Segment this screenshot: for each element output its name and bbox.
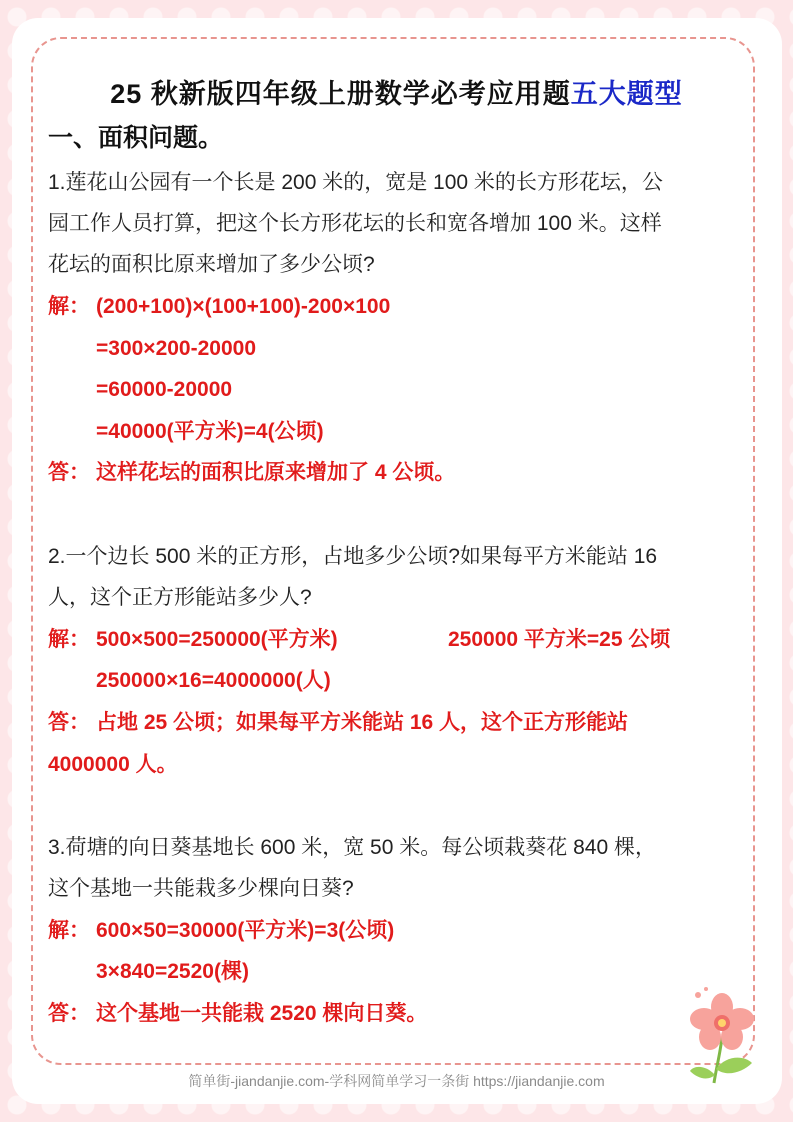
title-highlight: 五大题型 [570, 79, 683, 109]
solution-3-step-1: 600×50=30000(平方米)=3(公顷) [96, 919, 395, 942]
answer-2-label: 答： [48, 711, 90, 734]
solution-2-label: 解： [48, 628, 90, 651]
answer-1-label: 答： [48, 461, 90, 484]
solution-3-step-2: 3×840=2520(棵) [96, 960, 249, 983]
section-heading: 一、面积问题。 [48, 123, 224, 152]
solution-1-label: 解： [48, 295, 90, 318]
problem-2-line-2: 人，这个正方形能站多少人? [48, 586, 312, 609]
solution-1-step-4: =40000(平方米)=4(公顷) [96, 420, 324, 443]
solution-1-step-1: (200+100)×(100+100)-200×100 [96, 295, 391, 318]
problem-2-line-1: 2.一个边长 500 米的正方形，占地多少公顷?如果每平方米能站 16 [48, 545, 658, 568]
solution-1-step-3: =60000-20000 [96, 378, 233, 401]
title-main: 25 秋新版四年级上册数学必考应用题 [110, 79, 571, 109]
footer-watermark: 简单街-jiandanjie.com-学科网简单学习一条街 https://jiandanjie.com [188, 1073, 605, 1089]
solution-3-label: 解： [48, 919, 90, 942]
problem-1-line-3: 花坛的面积比原来增加了多少公顷? [48, 253, 375, 276]
answer-1-text: 这样花坛的面积比原来增加了 4 公顷。 [96, 461, 456, 484]
answer-3-label: 答： [48, 1002, 90, 1025]
problem-1-line-1: 1.莲花山公园有一个长是 200 米的，宽是 100 米的长方形花坛，公 [48, 171, 663, 194]
answer-2-text-2: 4000000 人。 [48, 753, 178, 776]
solution-2-step-1: 500×500=250000(平方米) [96, 628, 338, 651]
problem-1-line-2: 园工作人员打算，把这个长方形花坛的长和宽各增加 100 米。这样 [48, 212, 662, 235]
page-title [0, 72, 793, 111]
answer-3-text: 这个基地一共能栽 2520 棵向日葵。 [96, 1002, 428, 1025]
problem-3-line-2: 这个基地一共能栽多少棵向日葵? [48, 877, 354, 900]
problem-3-line-1: 3.荷塘的向日葵基地长 600 米，宽 50 米。每公顷栽葵花 840 棵， [48, 836, 656, 859]
flower-icon [686, 985, 758, 1085]
solution-1-step-2: =300×200-20000 [96, 337, 256, 360]
solution-2-step-2: 250000×16=4000000(人) [96, 669, 331, 692]
solution-2-conversion: 250000 平方米=25 公顷 [448, 628, 671, 651]
answer-2-text-1: 占地 25 公顷；如果每平方米能站 16 人，这个正方形能站 [96, 711, 629, 734]
